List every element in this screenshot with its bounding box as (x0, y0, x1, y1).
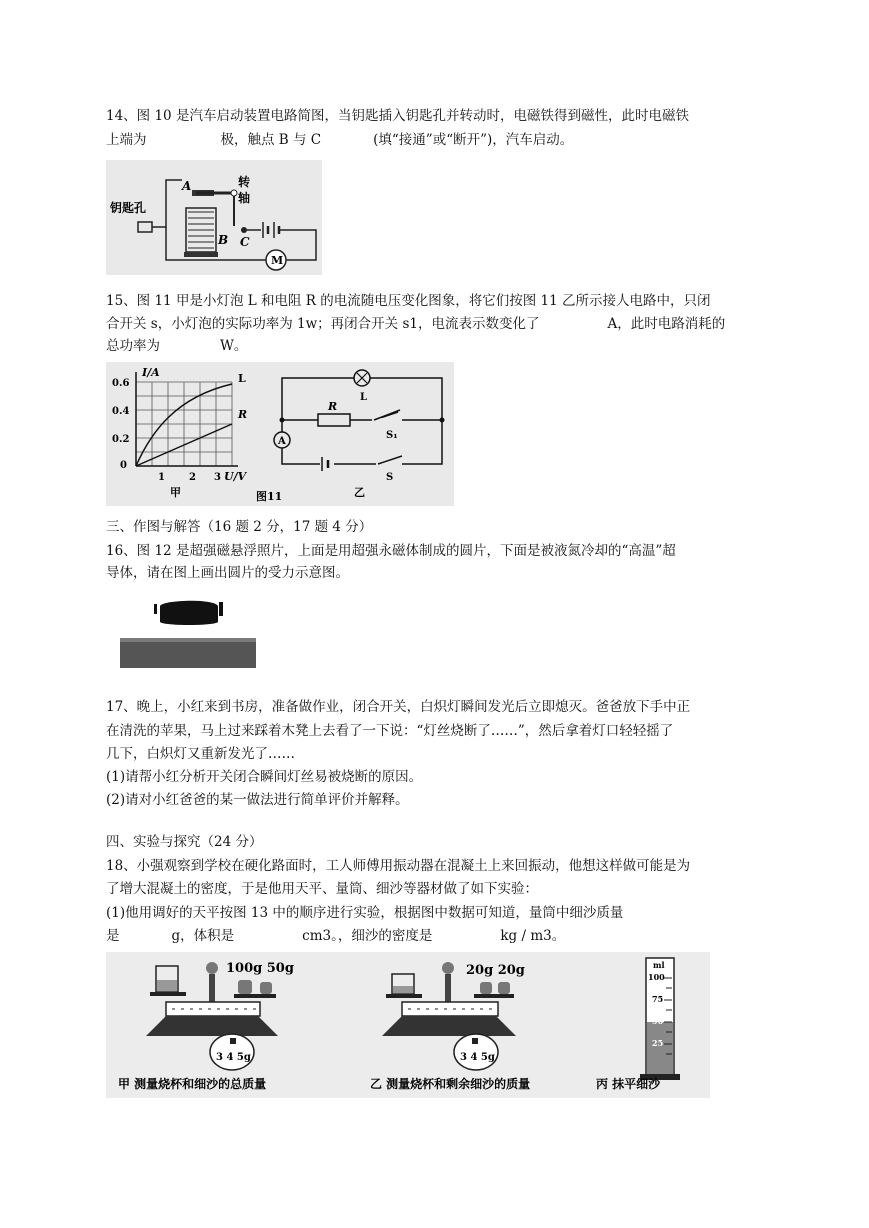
q15-line3 (106, 337, 247, 355)
figure-13 (106, 952, 710, 1098)
q14-text-a: 上端为 (106, 132, 147, 148)
y-tick: 0.6 (112, 378, 130, 389)
q18-line1: 18、小强观察到学校在硬化路面时，工人师傅用振动器在混凝土上来回振动，他想这样做可能是为 (106, 858, 691, 874)
fig10-motor: M (271, 254, 284, 267)
x-tick: 2 (189, 472, 196, 483)
circuit-resistor-label: R (328, 400, 338, 413)
circuit-s1-label: S₁ (386, 430, 398, 441)
q14-text-c: (填“接通”或“断开”)，汽车启动。 (373, 132, 574, 148)
q15-text-c: 总功率为 (106, 338, 160, 354)
caption-bing: 丙 抹平细沙 (596, 1077, 661, 1091)
q15-text-d: W。 (220, 338, 248, 354)
resistor-icon (318, 414, 350, 426)
caption-jia: 甲 测量烧杯和细沙的总质量 (118, 1077, 267, 1091)
pointer-knob (206, 962, 218, 974)
pointer-knob (442, 962, 454, 974)
curve-l-label: L (238, 372, 246, 385)
q15-line1: 15、图 11 甲是小灯泡 L 和电阻 R 的电流随电压变化图象，将它们按图 11 乙所示接人电路中，只闭 (106, 293, 711, 309)
circuit-ammeter-label: A (278, 436, 286, 447)
figure-10-circuit (106, 160, 322, 275)
q17-sub1: (1)请帮小红分析开关闭合瞬间灯丝易被烧断的原因。 (106, 769, 423, 785)
fig10-shaft2: 轴 (238, 191, 251, 205)
sand-fill (647, 1022, 673, 1075)
circuit-lamp-label: L (360, 392, 368, 403)
fig10-key-label: 钥匙孔 (110, 201, 147, 215)
q14-text-b: 极，触点 B 与 C (220, 132, 322, 148)
q15-line2 (106, 315, 725, 333)
circuit-s-label: S (386, 472, 394, 483)
x-tick: 1 (158, 472, 165, 483)
superconductor-block (120, 640, 256, 668)
q17-line3: 几下，白炽灯又重新发光了…… (106, 746, 295, 762)
x-tick: 3 (214, 472, 221, 483)
q17-sub2: (2)请对小红爸爸的某一做法进行简单评价并解释。 (106, 792, 409, 808)
q18-line3: (1)他用调好的天平按图 13 中的顺序进行实验，根据图中数据可知道，量筒中细沙质量 (106, 905, 624, 921)
q17-line1: 17、晚上，小红来到书房，准备做作业，闭合开关，白炽灯瞬间发光后立即熄灭。爸爸放下手中正 (106, 699, 691, 715)
weight-icon (498, 982, 510, 994)
balance-jia (146, 961, 294, 1070)
balance-base (146, 1016, 278, 1036)
q15-text-a: 合开关 s，小灯泡的实际功率为 1w；再闭合开关 s1，电流表示数变化了 (106, 316, 540, 332)
section4-title: 四、实验与探究（24 分） (106, 834, 263, 850)
iu-graph (112, 366, 248, 499)
circuit-diagram (274, 370, 445, 483)
caption-yi: 乙 (354, 486, 365, 499)
keyhole-icon (138, 222, 152, 232)
caption-fig11: 图11 (256, 490, 283, 503)
q18-text-b: g，体积是 (171, 928, 235, 944)
caption-yi: 乙 测量烧杯和剩余细沙的质量 (370, 1077, 531, 1091)
curve-r-label: R (238, 408, 248, 421)
cylinder-unit: ml (653, 960, 665, 970)
figure-12-maglev-photo (118, 592, 264, 672)
x-axis-label: U/V (224, 470, 247, 483)
q16-line1: 16、图 12 是超强磁悬浮照片，上面是用超强永磁体制成的圆片，下面是被液氮冷却的“高温”超 (106, 543, 676, 559)
weight-icon (260, 982, 272, 994)
fig10-label-c: C (240, 235, 250, 249)
balance-beam (402, 1002, 498, 1016)
q16-line2: 导体，请在图上画出圆片的受力示意图。 (106, 565, 349, 581)
section3-title: 三、作图与解答（16 题 2 分，17 题 4 分） (106, 519, 373, 535)
weight-icon (238, 980, 252, 994)
weights-jia-label: 100g 50g (226, 961, 294, 976)
weights-yi-label: 20g 20g (466, 963, 525, 978)
q14-line2 (106, 131, 573, 149)
fig10-label-b: B (218, 233, 229, 247)
q18-line4 (106, 927, 565, 945)
figure-11 (106, 362, 454, 506)
cylinder-tick: 50 (652, 1016, 664, 1026)
fig10-shaft1: 转 (238, 175, 251, 189)
cylinder-tick: 100 (648, 972, 665, 982)
y-tick: 0 (120, 460, 127, 471)
magnet-disc (160, 601, 218, 625)
rider-jia-label: 3 4 5g (216, 1052, 251, 1063)
q18-text-c: cm3。，细沙的密度是 (302, 928, 433, 944)
q18-text-d: kg / m3。 (500, 928, 566, 944)
balance-yi (382, 962, 525, 1070)
q18-text-a: 是 (106, 928, 120, 944)
cylinder-tick: 25 (652, 1038, 664, 1048)
rider-yi-label: 3 4 5g (460, 1052, 495, 1063)
balance-base (382, 1016, 516, 1036)
y-tick: 0.4 (112, 406, 130, 417)
q15-text-b: A，此时电路消耗的 (607, 316, 726, 332)
q18-line2: 了增大混凝土的密度，于是他用天平、量筒、细沙等器材做了如下实验： (106, 881, 538, 897)
fig10-label-a: A (182, 179, 192, 193)
caption-jia: 甲 (170, 486, 181, 499)
weight-icon (480, 982, 492, 994)
q17-line2: 在清洗的苹果，马上过来踩着木凳上去看了一下说：“灯丝烧断了……”，然后拿着灯口轻轻摇了 (106, 723, 674, 739)
graduated-cylinder (640, 958, 680, 1080)
y-tick: 0.2 (112, 434, 130, 445)
cylinder-tick: 75 (652, 994, 664, 1004)
y-axis-label: I/A (142, 366, 160, 379)
q14-line1: 14、图 10 是汽车启动装置电路简图，当钥匙插入钥匙孔并转动时，电磁铁得到磁性，此时电磁铁 (106, 108, 689, 124)
